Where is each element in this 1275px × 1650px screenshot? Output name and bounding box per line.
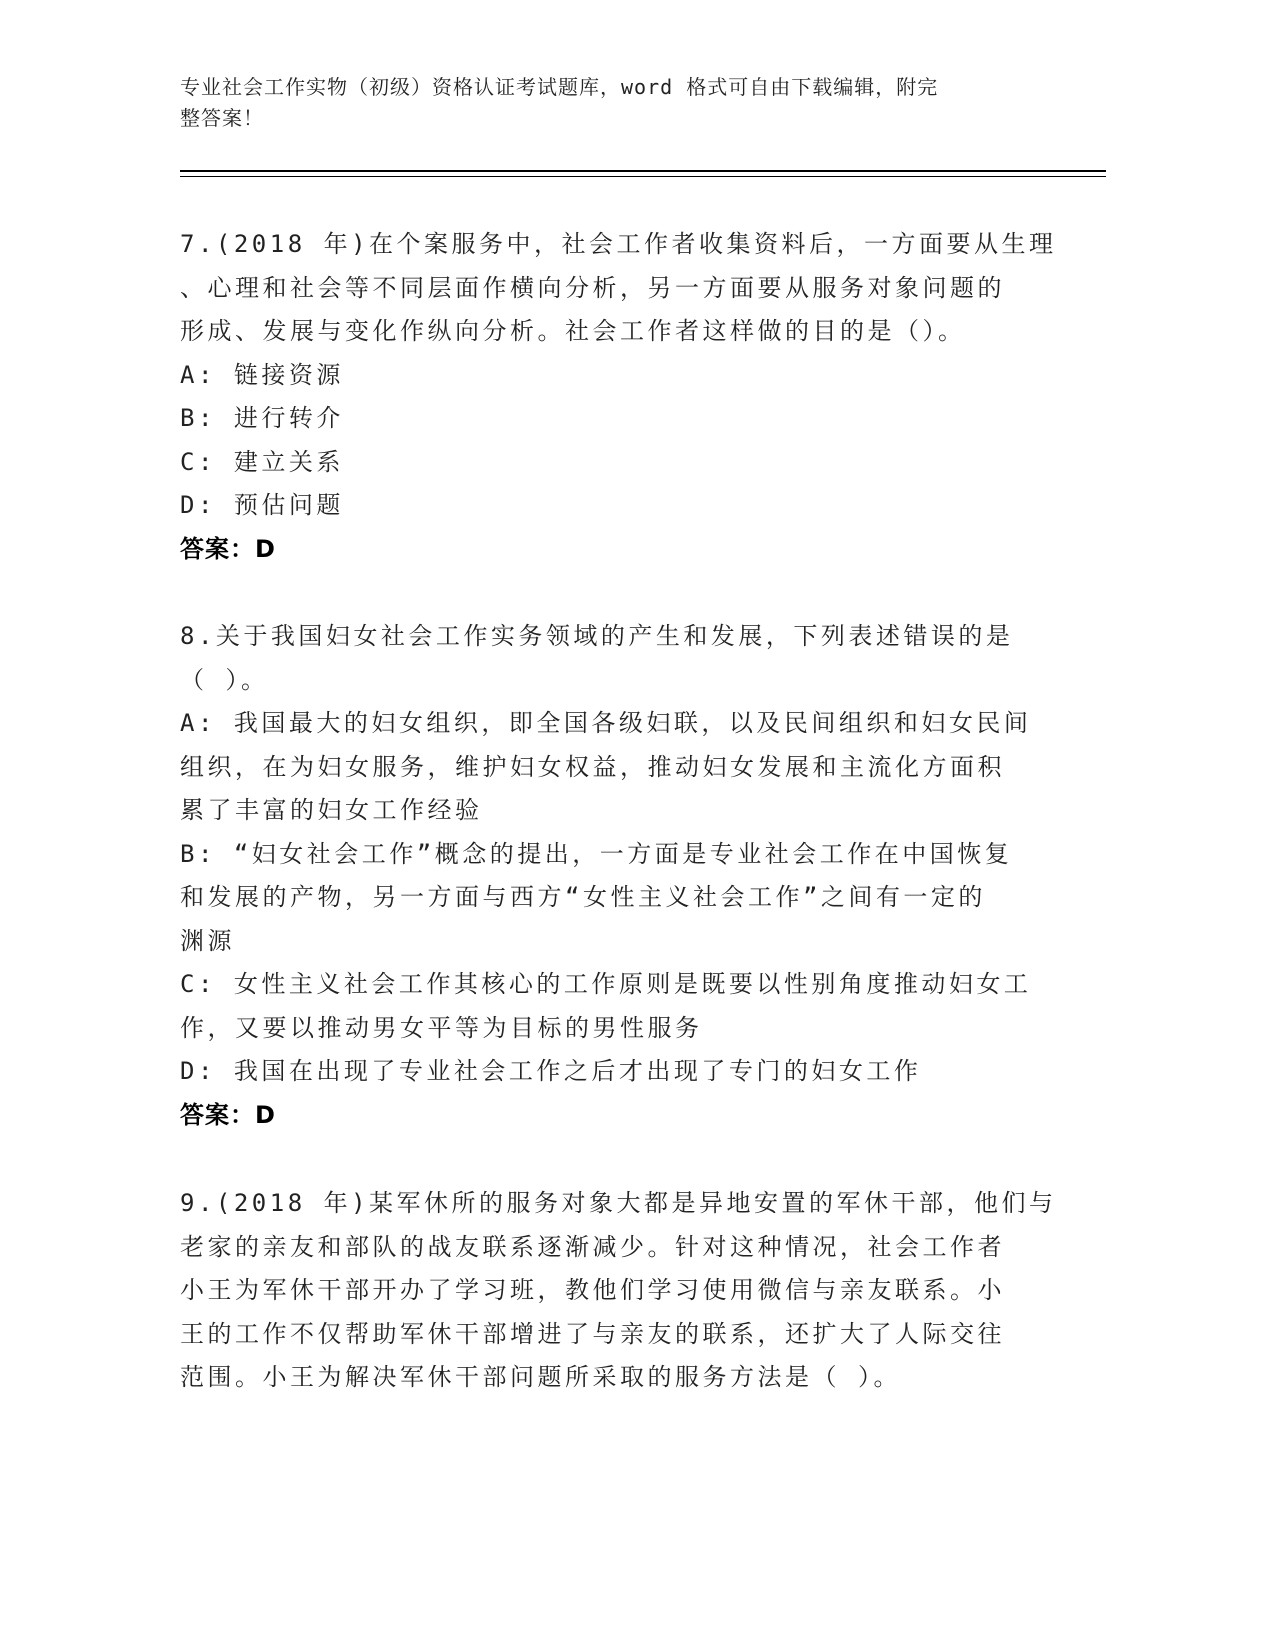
question-text: 王的工作不仅帮助军休干部增进了与亲友的联系，还扩大了人际交往 (180, 1319, 1005, 1348)
answer: 答案：D (180, 534, 276, 563)
option-d: D: 预估问题 (180, 491, 344, 519)
option-c: C: 建立关系 (180, 447, 344, 476)
option-c: C: 女性主义社会工作其核心的工作原则是既要以性别角度推动妇女工 (180, 970, 1032, 998)
question-text: 小王为军休干部开办了学习班，教他们学习使用微信与亲友联系。小 (180, 1276, 1005, 1304)
question-text: 7.(2018 年)在个案服务中，社会工作者收集资料后，一方面要从生理 (180, 230, 1057, 258)
question-text: 形成、发展与变化作纵向分析。社会工作者这样做的目的是（）。 (180, 317, 966, 345)
option-c: 作，又要以推动男女平等为目标的男性服务 (180, 1013, 703, 1042)
question-7 (180, 223, 1060, 571)
option-b: B: “妇女社会工作”概念的提出，一方面是专业社会工作在中国恢复 (180, 839, 1013, 868)
option-a: A: 我国最大的妇女组织，即全国各级妇联，以及民间组织和妇女民间 (180, 709, 1032, 737)
header-divider-thick (180, 170, 1106, 172)
question-text: （ ）。 (180, 665, 269, 694)
option-d: D: 我国在出现了专业社会工作之后才出现了专门的妇女工作 (180, 1057, 922, 1085)
header-line: 专业社会工作实物（初级）资格认证考试题库，word 格式可自由下载编辑，附完 (180, 75, 939, 99)
option-a: 组织，在为妇女服务，维护妇女权益，推动妇女发展和主流化方面积 (180, 752, 1005, 781)
question-text: 老家的亲友和部队的战友联系逐渐减少。针对这种情况，社会工作者 (180, 1232, 1005, 1261)
question-text: 范围。小王为解决军休干部问题所采取的服务方法是（ ）。 (180, 1363, 901, 1391)
document-header (180, 72, 1040, 134)
option-b: 和发展的产物，另一方面与西方“女性主义社会工作”之间有一定的 (180, 883, 986, 911)
option-b: 渊源 (180, 926, 235, 955)
question-text: 9.(2018 年)某军休所的服务对象大都是异地安置的军休干部，他们与 (180, 1189, 1057, 1217)
header-divider-thin (180, 176, 1106, 177)
header-line: 整答案！ (180, 106, 264, 130)
answer: 答案：D (180, 1100, 276, 1129)
question-text: 8.关于我国妇女社会工作实务领域的产生和发展，下列表述错误的是 (180, 622, 1014, 650)
question-8 (180, 615, 1060, 1137)
option-a: 累了丰富的妇女工作经验 (180, 796, 483, 824)
option-b: B: 进行转介 (180, 404, 344, 432)
option-a: A: 链接资源 (180, 360, 344, 389)
question-9 (180, 1182, 1060, 1400)
question-text: 、心理和社会等不同层面作横向分析，另一方面要从服务对象问题的 (180, 273, 1005, 302)
